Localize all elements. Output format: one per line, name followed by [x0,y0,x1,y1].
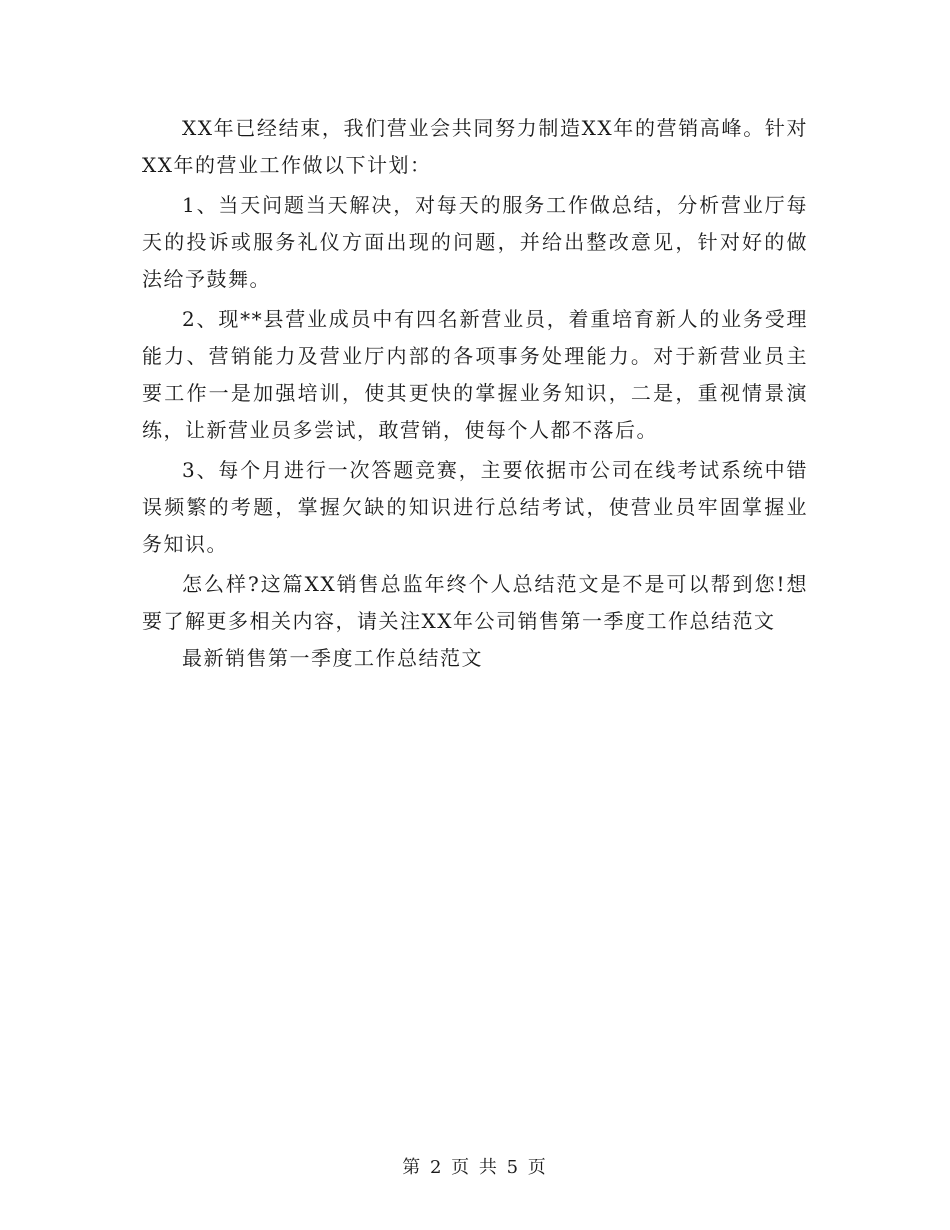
paragraph-closing: 怎么样?这篇XX销售总监年终个人总结范文是不是可以帮到您!想要了解更多相关内容，请关注XX年公司销售第一季度工作总结范文 [142,572,808,633]
document-body [142,110,808,677]
page-number-footer: 第 2 页 共 5 页 [402,1157,548,1178]
paragraph-item-1: 1、当天问题当天解决，对每天的服务工作做总结，分析营业厅每天的投诉或服务礼仪方面出现的问题，并给出整改意见，针对好的做法给予鼓舞。 [142,193,808,291]
related-article-link[interactable]: 最新销售第一季度工作总结范文 [182,646,483,670]
paragraph-item-3: 3、每个月进行一次答题竞赛，主要依据市公司在线考试系统中错误频繁的考题，掌握欠缺的知识进行总结考试，使营业员牢固掌握业务知识。 [142,458,808,556]
paragraph-intro: XX年已经结束，我们营业会共同努力制造XX年的营销高峰。针对XX年的营业工作做以下计划： [142,116,808,177]
paragraph-item-2: 2、现**县营业成员中有四名新营业员，着重培育新人的业务受理能力、营销能力及营业厅内部的各项事务处理能力。对于新营业员主要工作一是加强培训，使其更快的掌握业务知识，二是，重视情景演练，让新营业员多尝试，敢营销，使每个人都不落后。 [142,307,808,442]
